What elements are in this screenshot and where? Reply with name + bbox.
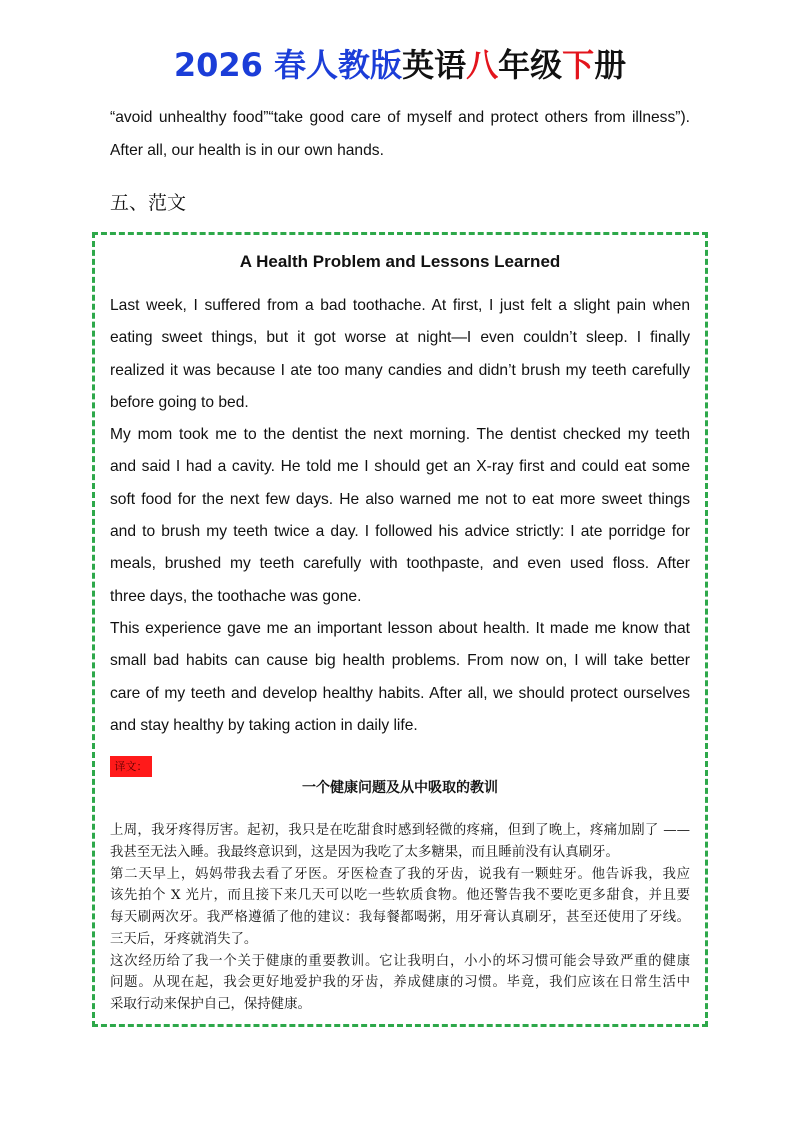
translation-body xyxy=(110,820,690,1016)
title-part-volume-marker: 下 xyxy=(562,46,595,84)
essay-line: and to brush my teeth twice a day. I followed his advice strictly: I ate porridge for xyxy=(110,523,690,541)
intro-line: After all, our health is in our own hands. xyxy=(110,142,384,159)
essay-paragraph xyxy=(110,613,690,742)
translation-line: 三天后，牙疼就消失了。 xyxy=(110,931,258,947)
intro-line: “avoid unhealthy food”“take good care of myself and protect others from illness”). xyxy=(110,109,690,126)
page-title xyxy=(0,46,800,84)
essay-line: before going to bed. xyxy=(110,393,249,411)
translation-paragraph xyxy=(110,864,690,951)
translation-line: 第二天早上，妈妈带我去看了牙医。牙医检查了我的牙齿，说我有一颗蛀牙。他告诉我，我应 xyxy=(110,866,690,882)
essay-line: small bad habits can cause big health problems. From now on, I will take better xyxy=(110,652,690,670)
title-part-grade-number: 八 xyxy=(466,46,499,84)
essay-line: eating sweet things, but it got worse at night—I even couldn’t sleep. I finally xyxy=(110,329,690,347)
essay-line: meals, brushed my teeth carefully with toothpaste, and even used floss. After xyxy=(110,555,690,573)
title-part-year-edition: 2026 春人教版 xyxy=(173,46,403,84)
essay-title: A Health Problem and Lessons Learned xyxy=(239,252,561,271)
essay-paragraph xyxy=(110,290,690,419)
essay-line: My mom took me to the dentist the next morning. The dentist checked my teeth xyxy=(110,426,690,444)
essay-paragraph xyxy=(110,419,690,613)
section-heading: 五、范文 xyxy=(110,192,187,214)
essay-line: three days, the toothache was gone. xyxy=(110,587,362,605)
essay-line: This experience gave me an important lesson about health. It made me know that xyxy=(110,619,690,637)
translation-paragraph xyxy=(110,820,690,864)
translation-label: 译文： xyxy=(110,756,152,777)
essay-line: care of my teeth and develop healthy habits. After all, we should protect ourselves xyxy=(110,684,690,702)
translation-line: 这次经历给了我一个关于健康的重要教训。它让我明白，小小的坏习惯可能会导致严重的健康 xyxy=(110,953,690,969)
translation-line: 每天刷两次牙。我严格遵循了他的建议：我每餐都喝粥，用牙膏认真刷牙，甚至还使用了牙线。 xyxy=(110,910,690,925)
title-part-subject: 英语 xyxy=(402,46,467,84)
translation-paragraph xyxy=(110,951,690,1016)
essay-line: and said I had a cavity. He told me I should get an X-ray first and could eat some xyxy=(110,458,690,476)
translation-line: 问题。从现在起，我会更好地爱护我的牙齿，养成健康的习惯。毕竟，我们应该在日常生活中 xyxy=(110,975,690,991)
translation-line: 上周，我牙疼得厉害。起初，我只是在吃甜食时感到轻微的疼痛，但到了晚上，疼痛加剧了 —— xyxy=(110,823,690,838)
title-part-volume: 册 xyxy=(594,46,627,84)
intro-paragraph xyxy=(110,101,690,167)
translation-title: 一个健康问题及从中吸取的教训 xyxy=(302,780,498,796)
sample-essay-box xyxy=(92,232,708,1027)
essay-english-body xyxy=(110,290,690,742)
translation-line: 该先拍个 X 光片，而且接下来几天可以吃一些软质食物。他还警告我不要吃更多甜食，并且要 xyxy=(110,888,690,904)
essay-line: soft food for the next few days. He also warned me not to eat more sweet things xyxy=(110,490,690,508)
title-part-grade: 年级 xyxy=(498,46,563,84)
essay-line: realized it was because I ate too many candies and didn’t brush my teeth carefully xyxy=(110,361,690,379)
translation-line: 采取行动来保护自己，保持健康。 xyxy=(110,997,311,1012)
essay-line: and stay healthy by taking action in daily life. xyxy=(110,716,418,734)
essay-line: Last week, I suffered from a bad toothache. At first, I just felt a slight pain when xyxy=(110,297,690,314)
translation-line: 我甚至无法入睡。我最终意识到，这是因为我吃了太多糖果，而且睡前没有认真刷牙。 xyxy=(110,844,619,860)
